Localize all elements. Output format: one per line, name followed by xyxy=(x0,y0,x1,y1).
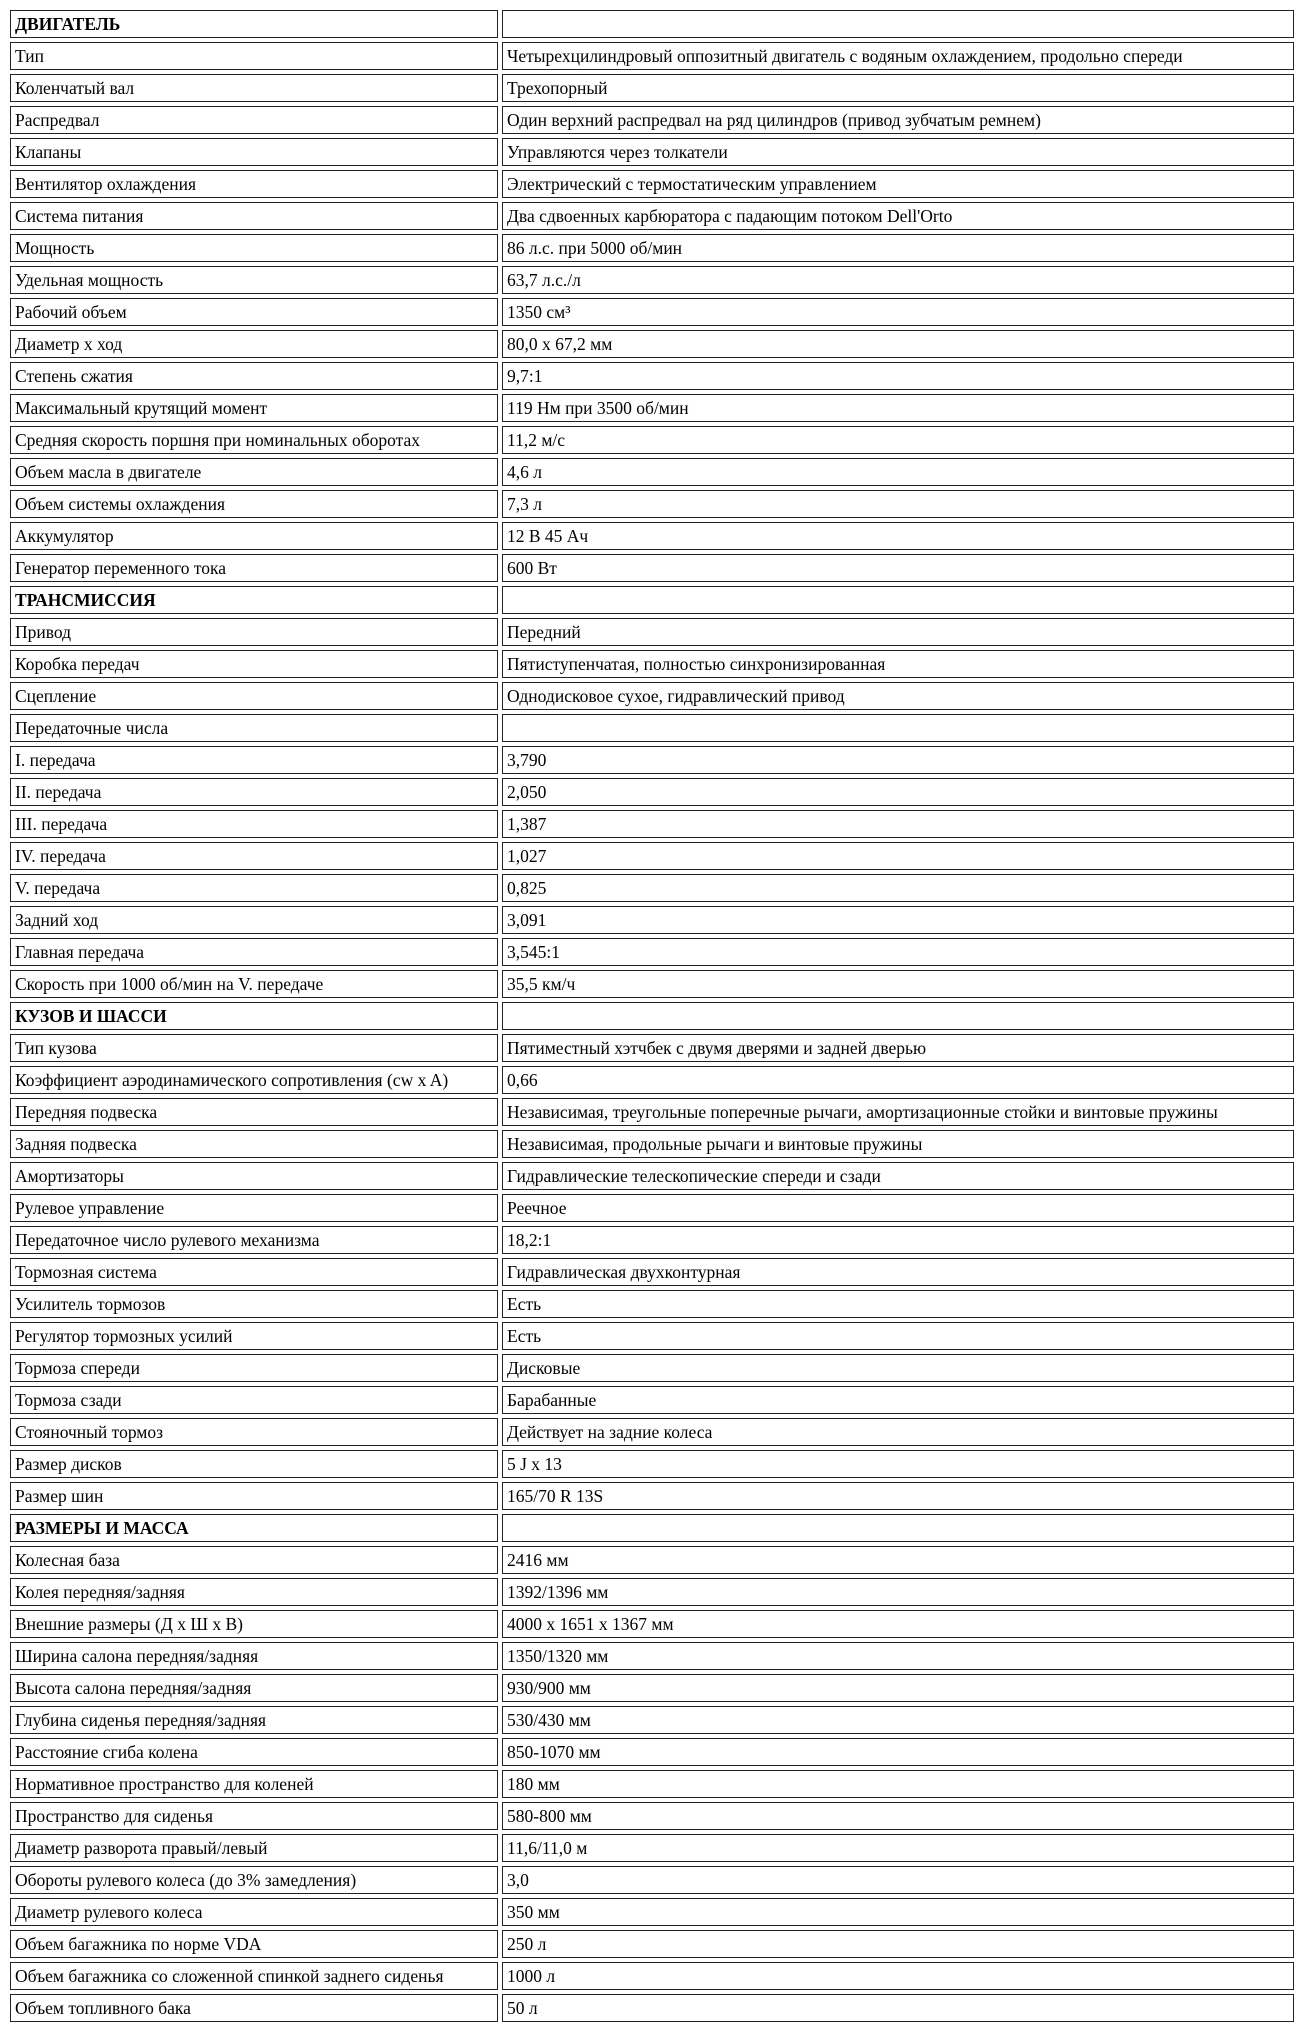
spec-label: Обороты рулевого колеса (до 3% замедления) xyxy=(10,1866,498,1894)
spec-label: Рабочий объем xyxy=(10,298,498,326)
spec-value: 4000 х 1651 х 1367 мм xyxy=(502,1610,1294,1638)
spec-label: III. передача xyxy=(10,810,498,838)
section-title: РАЗМЕРЫ И МАССА xyxy=(10,1514,498,1542)
spec-row xyxy=(10,74,1294,102)
spec-value: 11,2 м/с xyxy=(502,426,1294,454)
section-title: КУЗОВ И ШАССИ xyxy=(10,1002,498,1030)
spec-value: Один верхний распредвал на ряд цилиндров (привод зубчатым ремнем) xyxy=(502,106,1294,134)
spec-label: Сцепление xyxy=(10,682,498,710)
spec-label: Удельная мощность xyxy=(10,266,498,294)
spec-row xyxy=(10,266,1294,294)
spec-value: 86 л.с. при 5000 об/мин xyxy=(502,234,1294,262)
spec-row xyxy=(10,1738,1294,1766)
spec-label: Клапаны xyxy=(10,138,498,166)
spec-label: IV. передача xyxy=(10,842,498,870)
spec-row xyxy=(10,1258,1294,1286)
spec-row xyxy=(10,1546,1294,1574)
spec-row xyxy=(10,1386,1294,1414)
spec-label: Мощность xyxy=(10,234,498,262)
spec-row xyxy=(10,458,1294,486)
spec-label: Максимальный крутящий момент xyxy=(10,394,498,422)
spec-value: 580-800 мм xyxy=(502,1802,1294,1830)
spec-value: 2416 мм xyxy=(502,1546,1294,1574)
spec-row xyxy=(10,1130,1294,1158)
spec-label: II. передача xyxy=(10,778,498,806)
section-title-empty-cell xyxy=(502,1514,1294,1542)
spec-value: Реечное xyxy=(502,1194,1294,1222)
spec-value: 3,545:1 xyxy=(502,938,1294,966)
spec-row xyxy=(10,970,1294,998)
spec-label: Объем багажника со сложенной спинкой заднего сиденья xyxy=(10,1962,498,1990)
spec-row xyxy=(10,1898,1294,1926)
spec-value: 12 В 45 Ач xyxy=(502,522,1294,550)
spec-row xyxy=(10,1098,1294,1126)
spec-label: Диаметр рулевого колеса xyxy=(10,1898,498,1926)
spec-row xyxy=(10,650,1294,678)
spec-value: Трехопорный xyxy=(502,74,1294,102)
spec-label: Средняя скорость поршня при номинальных оборотах xyxy=(10,426,498,454)
spec-row xyxy=(10,842,1294,870)
spec-value: 530/430 мм xyxy=(502,1706,1294,1734)
spec-row xyxy=(10,234,1294,262)
spec-row xyxy=(10,1066,1294,1094)
specifications-table xyxy=(6,6,1296,2026)
spec-value: Независимая, продольные рычаги и винтовые пружины xyxy=(502,1130,1294,1158)
spec-value: Действует на задние колеса xyxy=(502,1418,1294,1446)
spec-label: Колея передняя/задняя xyxy=(10,1578,498,1606)
spec-row xyxy=(10,394,1294,422)
spec-row xyxy=(10,426,1294,454)
spec-row xyxy=(10,1802,1294,1830)
spec-row xyxy=(10,682,1294,710)
spec-row xyxy=(10,1674,1294,1702)
spec-value: Гидравлическая двухконтурная xyxy=(502,1258,1294,1286)
spec-row xyxy=(10,1930,1294,1958)
spec-row xyxy=(10,1194,1294,1222)
spec-label: Главная передача xyxy=(10,938,498,966)
spec-value: 1350 см³ xyxy=(502,298,1294,326)
spec-label: Глубина сиденья передняя/задняя xyxy=(10,1706,498,1734)
spec-row xyxy=(10,1162,1294,1190)
spec-label: Передаточные числа xyxy=(10,714,498,742)
spec-label: Внешние размеры (Д х Ш х В) xyxy=(10,1610,498,1638)
spec-row xyxy=(10,938,1294,966)
spec-value: 1,387 xyxy=(502,810,1294,838)
specifications-table-body xyxy=(10,10,1294,2022)
spec-row xyxy=(10,1034,1294,1062)
spec-label: Тормоза сзади xyxy=(10,1386,498,1414)
spec-value: 11,6/11,0 м xyxy=(502,1834,1294,1862)
spec-label: Регулятор тормозных усилий xyxy=(10,1322,498,1350)
spec-row xyxy=(10,42,1294,70)
spec-value: 600 Вт xyxy=(502,554,1294,582)
spec-label: Коробка передач xyxy=(10,650,498,678)
spec-label: Амортизаторы xyxy=(10,1162,498,1190)
spec-label: Усилитель тормозов xyxy=(10,1290,498,1318)
spec-value: 250 л xyxy=(502,1930,1294,1958)
spec-label: Скорость при 1000 об/мин на V. передаче xyxy=(10,970,498,998)
spec-value: 1392/1396 мм xyxy=(502,1578,1294,1606)
spec-value: Независимая, треугольные поперечные рычаги, амортизационные стойки и винтовые пружины xyxy=(502,1098,1294,1126)
section-title-empty-cell xyxy=(502,10,1294,38)
spec-value: 0,66 xyxy=(502,1066,1294,1094)
spec-row xyxy=(10,1290,1294,1318)
spec-label: Объем системы охлаждения xyxy=(10,490,498,518)
spec-label: Коэффициент аэродинамического сопротивления (cw x A) xyxy=(10,1066,498,1094)
spec-label: Степень сжатия xyxy=(10,362,498,390)
spec-value: 1350/1320 мм xyxy=(502,1642,1294,1670)
spec-label: Пространство для сиденья xyxy=(10,1802,498,1830)
spec-row xyxy=(10,1610,1294,1638)
spec-row xyxy=(10,1578,1294,1606)
spec-row xyxy=(10,522,1294,550)
spec-value: 2,050 xyxy=(502,778,1294,806)
spec-label: Тип кузова xyxy=(10,1034,498,1062)
spec-row xyxy=(10,1322,1294,1350)
spec-value: Есть xyxy=(502,1322,1294,1350)
spec-value: 119 Нм при 3500 об/мин xyxy=(502,394,1294,422)
spec-label: Размер шин xyxy=(10,1482,498,1510)
spec-row xyxy=(10,1226,1294,1254)
spec-value: 80,0 х 67,2 мм xyxy=(502,330,1294,358)
spec-row xyxy=(10,746,1294,774)
spec-label: Колесная база xyxy=(10,1546,498,1574)
spec-label: Объем масла в двигателе xyxy=(10,458,498,486)
spec-label: Расстояние сгиба колена xyxy=(10,1738,498,1766)
spec-label: Ширина салона передняя/задняя xyxy=(10,1642,498,1670)
spec-value: 1000 л xyxy=(502,1962,1294,1990)
section-title-empty-cell xyxy=(502,1002,1294,1030)
spec-label: Высота салона передняя/задняя xyxy=(10,1674,498,1702)
spec-value: 930/900 мм xyxy=(502,1674,1294,1702)
spec-value: Управляются через толкатели xyxy=(502,138,1294,166)
spec-value: Гидравлические телескопические спереди и сзади xyxy=(502,1162,1294,1190)
spec-value: Электрический с термостатическим управлением xyxy=(502,170,1294,198)
spec-sheet xyxy=(6,6,1290,2026)
spec-value: 7,3 л xyxy=(502,490,1294,518)
spec-label: Стояночный тормоз xyxy=(10,1418,498,1446)
spec-row xyxy=(10,778,1294,806)
spec-row xyxy=(10,202,1294,230)
spec-row xyxy=(10,618,1294,646)
section-header-row xyxy=(10,586,1294,614)
spec-row xyxy=(10,1706,1294,1734)
spec-value: 50 л xyxy=(502,1994,1294,2022)
spec-label: Задняя подвеска xyxy=(10,1130,498,1158)
spec-row xyxy=(10,1642,1294,1670)
spec-label: Вентилятор охлаждения xyxy=(10,170,498,198)
spec-value: Есть xyxy=(502,1290,1294,1318)
spec-value: Два сдвоенных карбюратора с падающим потоком Dell'Orto xyxy=(502,202,1294,230)
spec-row xyxy=(10,906,1294,934)
spec-row xyxy=(10,874,1294,902)
spec-value: 4,6 л xyxy=(502,458,1294,486)
spec-row xyxy=(10,714,1294,742)
spec-label: Объем топливного бака xyxy=(10,1994,498,2022)
spec-label: Диаметр х ход xyxy=(10,330,498,358)
spec-value: 3,790 xyxy=(502,746,1294,774)
spec-value xyxy=(502,714,1294,742)
spec-label: Тормозная система xyxy=(10,1258,498,1286)
spec-row xyxy=(10,1418,1294,1446)
spec-row xyxy=(10,1354,1294,1382)
section-title: ТРАНСМИССИЯ xyxy=(10,586,498,614)
spec-value: Передний xyxy=(502,618,1294,646)
spec-label: Распредвал xyxy=(10,106,498,134)
spec-value: 9,7:1 xyxy=(502,362,1294,390)
spec-value: 0,825 xyxy=(502,874,1294,902)
spec-row xyxy=(10,1770,1294,1798)
spec-value: 180 мм xyxy=(502,1770,1294,1798)
section-title-empty-cell xyxy=(502,586,1294,614)
spec-label: Рулевое управление xyxy=(10,1194,498,1222)
spec-label: Объем багажника по норме VDA xyxy=(10,1930,498,1958)
spec-value: Четырехцилиндровый оппозитный двигатель с водяным охлаждением, продольно спереди xyxy=(502,42,1294,70)
spec-label: Система питания xyxy=(10,202,498,230)
spec-row xyxy=(10,490,1294,518)
spec-row xyxy=(10,1834,1294,1862)
spec-label: Генератор переменного тока xyxy=(10,554,498,582)
spec-label: Тормоза спереди xyxy=(10,1354,498,1382)
spec-label: Размер дисков xyxy=(10,1450,498,1478)
spec-value: 18,2:1 xyxy=(502,1226,1294,1254)
section-title: ДВИГАТЕЛЬ xyxy=(10,10,498,38)
spec-label: Диаметр разворота правый/левый xyxy=(10,1834,498,1862)
spec-value: Барабанные xyxy=(502,1386,1294,1414)
spec-label: Задний ход xyxy=(10,906,498,934)
spec-value: Однодисковое сухое, гидравлический привод xyxy=(502,682,1294,710)
spec-value: 63,7 л.с./л xyxy=(502,266,1294,294)
spec-row xyxy=(10,170,1294,198)
spec-value: 850-1070 мм xyxy=(502,1738,1294,1766)
spec-label: Привод xyxy=(10,618,498,646)
spec-value: 165/70 R 13S xyxy=(502,1482,1294,1510)
spec-row xyxy=(10,138,1294,166)
spec-row xyxy=(10,362,1294,390)
spec-label: Передаточное число рулевого механизма xyxy=(10,1226,498,1254)
spec-value: Пятиступенчатая, полностью синхронизированная xyxy=(502,650,1294,678)
spec-value: Пятиместный хэтчбек с двумя дверями и задней дверью xyxy=(502,1034,1294,1062)
spec-row xyxy=(10,1482,1294,1510)
spec-row xyxy=(10,1962,1294,1990)
spec-row xyxy=(10,1994,1294,2022)
spec-label: Тип xyxy=(10,42,498,70)
spec-row xyxy=(10,106,1294,134)
spec-value: 350 мм xyxy=(502,1898,1294,1926)
spec-value: 35,5 км/ч xyxy=(502,970,1294,998)
spec-row xyxy=(10,554,1294,582)
spec-label: Передняя подвеска xyxy=(10,1098,498,1126)
spec-value: 5 J x 13 xyxy=(502,1450,1294,1478)
section-header-row xyxy=(10,1002,1294,1030)
spec-label: Коленчатый вал xyxy=(10,74,498,102)
spec-row xyxy=(10,1450,1294,1478)
spec-value: 3,091 xyxy=(502,906,1294,934)
spec-label: I. передача xyxy=(10,746,498,774)
spec-value: 1,027 xyxy=(502,842,1294,870)
spec-label: V. передача xyxy=(10,874,498,902)
spec-row xyxy=(10,1866,1294,1894)
spec-row xyxy=(10,810,1294,838)
section-header-row xyxy=(10,10,1294,38)
section-header-row xyxy=(10,1514,1294,1542)
spec-value: Дисковые xyxy=(502,1354,1294,1382)
spec-row xyxy=(10,298,1294,326)
spec-label: Нормативное пространство для коленей xyxy=(10,1770,498,1798)
spec-label: Аккумулятор xyxy=(10,522,498,550)
spec-row xyxy=(10,330,1294,358)
spec-value: 3,0 xyxy=(502,1866,1294,1894)
